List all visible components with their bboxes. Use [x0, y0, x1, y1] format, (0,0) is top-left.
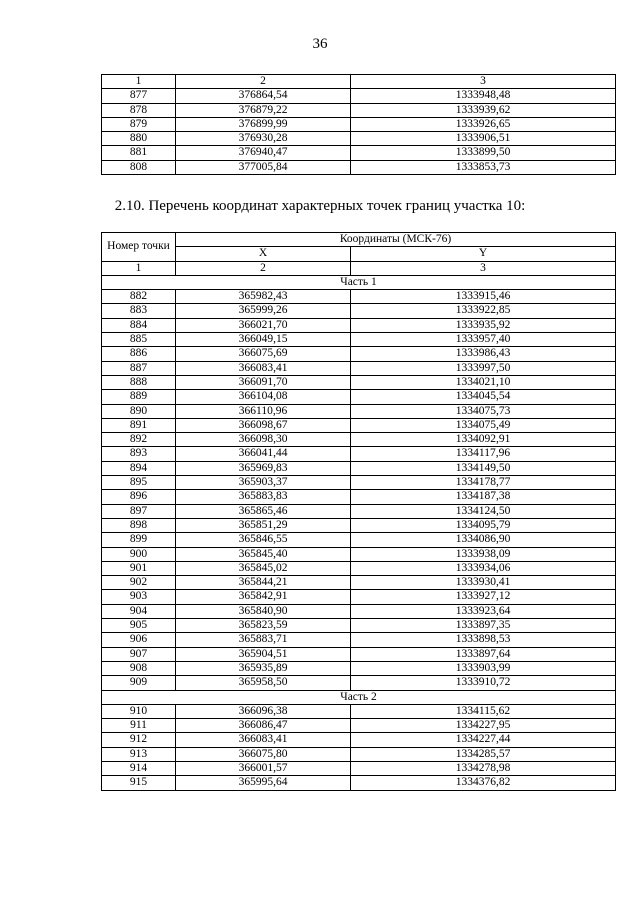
y-coordinate-cell: 1333898,53: [351, 633, 616, 647]
y-coordinate-cell: 1334285,57: [351, 747, 616, 761]
table-row: [102, 103, 616, 117]
point-number-cell: 910: [102, 704, 176, 718]
part-1-label-row: [102, 275, 616, 289]
y-coordinate-cell: 1333997,50: [351, 361, 616, 375]
point-number-cell: 903: [102, 590, 176, 604]
table-row: [102, 433, 616, 447]
table-numbering-row: [102, 261, 616, 275]
y-coordinate-cell: 1334187,38: [351, 490, 616, 504]
coordinates-header: Координаты (МСК-76): [176, 233, 616, 247]
table-row: [102, 361, 616, 375]
point-number-cell: 880: [102, 132, 176, 146]
x-coordinate-cell: 366096,38: [176, 704, 351, 718]
point-number-cell: 909: [102, 676, 176, 690]
table-row: [102, 647, 616, 661]
point-number-cell: 904: [102, 604, 176, 618]
point-number-cell: 905: [102, 619, 176, 633]
point-number-cell: 902: [102, 576, 176, 590]
point-number-cell: 893: [102, 447, 176, 461]
y-header: Y: [351, 247, 616, 261]
y-coordinate-cell: 1334124,50: [351, 504, 616, 518]
table-row: [102, 404, 616, 418]
point-number-cell: 883: [102, 304, 176, 318]
x-coordinate-cell: 365844,21: [176, 576, 351, 590]
y-coordinate-cell: 1334075,49: [351, 418, 616, 432]
x-coordinate-cell: 365845,40: [176, 547, 351, 561]
x-coordinate-cell: 365883,83: [176, 490, 351, 504]
x-coordinate-cell: 365840,90: [176, 604, 351, 618]
x-coordinate-cell: 366098,30: [176, 433, 351, 447]
y-coordinate-cell: 1333922,85: [351, 304, 616, 318]
y-coordinate-cell: 1333957,40: [351, 333, 616, 347]
y-coordinate-cell: 1334178,77: [351, 476, 616, 490]
point-number-cell: 912: [102, 733, 176, 747]
x-coordinate-cell: 365935,89: [176, 661, 351, 675]
point-number-cell: 887: [102, 361, 176, 375]
y-coordinate-cell: 1333906,51: [351, 132, 616, 146]
x-coordinate-cell: 365845,02: [176, 561, 351, 575]
point-number-cell: 886: [102, 347, 176, 361]
x-coordinate-cell: 365851,29: [176, 518, 351, 532]
point-number-cell: 901: [102, 561, 176, 575]
y-coordinate-cell: 1334376,82: [351, 776, 616, 790]
coordinates-table-plot-10-body: [102, 233, 616, 791]
x-coordinate-cell: 377005,84: [176, 160, 351, 174]
table-header-row: [102, 75, 616, 89]
point-number-cell: 914: [102, 761, 176, 775]
y-coordinate-cell: 1334278,98: [351, 761, 616, 775]
table-row: [102, 476, 616, 490]
table-row: [102, 132, 616, 146]
point-number-cell: 889: [102, 390, 176, 404]
part-1-label: Часть 1: [102, 275, 616, 289]
point-number-cell: 896: [102, 490, 176, 504]
y-coordinate-cell: 1334227,95: [351, 719, 616, 733]
x-coordinate-cell: 365982,43: [176, 290, 351, 304]
column-number-3: 3: [351, 75, 616, 89]
x-coordinate-cell: 365903,37: [176, 476, 351, 490]
table-row: [102, 375, 616, 389]
x-coordinate-cell: 365958,50: [176, 676, 351, 690]
point-number-cell: 888: [102, 375, 176, 389]
y-coordinate-cell: 1334086,90: [351, 533, 616, 547]
y-coordinate-cell: 1333939,62: [351, 103, 616, 117]
table-row: [102, 518, 616, 532]
coordinates-table-continued-body: [102, 75, 616, 175]
y-coordinate-cell: 1333910,72: [351, 676, 616, 690]
x-coordinate-cell: 366075,69: [176, 347, 351, 361]
x-coordinate-cell: 366021,70: [176, 318, 351, 332]
y-coordinate-cell: 1333903,99: [351, 661, 616, 675]
table-row: [102, 719, 616, 733]
table-row: [102, 89, 616, 103]
x-coordinate-cell: 365842,91: [176, 590, 351, 604]
table-subheader-row: [102, 247, 616, 261]
x-coordinate-cell: 376930,28: [176, 132, 351, 146]
point-number-cell: 899: [102, 533, 176, 547]
table-row: [102, 390, 616, 404]
y-coordinate-cell: 1334021,10: [351, 375, 616, 389]
table-row: [102, 633, 616, 647]
x-coordinate-cell: 366075,80: [176, 747, 351, 761]
point-number-cell: 907: [102, 647, 176, 661]
column-number-1: 1: [102, 261, 176, 275]
x-coordinate-cell: 366041,44: [176, 447, 351, 461]
y-coordinate-cell: 1333923,64: [351, 604, 616, 618]
column-number-1: 1: [102, 75, 176, 89]
x-coordinate-cell: 365865,46: [176, 504, 351, 518]
y-coordinate-cell: 1333948,48: [351, 89, 616, 103]
table-row: [102, 490, 616, 504]
point-number-cell: 877: [102, 89, 176, 103]
table-row: [102, 318, 616, 332]
x-coordinate-cell: 376940,47: [176, 146, 351, 160]
table-row: [102, 290, 616, 304]
column-number-3: 3: [351, 261, 616, 275]
y-coordinate-cell: 1333897,35: [351, 619, 616, 633]
y-coordinate-cell: 1334115,62: [351, 704, 616, 718]
point-number-cell: 808: [102, 160, 176, 174]
x-coordinate-cell: 366098,67: [176, 418, 351, 432]
x-coordinate-cell: 365999,26: [176, 304, 351, 318]
y-coordinate-cell: 1333897,64: [351, 647, 616, 661]
point-number-cell: 913: [102, 747, 176, 761]
y-coordinate-cell: 1333986,43: [351, 347, 616, 361]
y-coordinate-cell: 1333935,92: [351, 318, 616, 332]
table-row: [102, 676, 616, 690]
table-row: [102, 333, 616, 347]
table-row: [102, 604, 616, 618]
y-coordinate-cell: 1333899,50: [351, 146, 616, 160]
y-coordinate-cell: 1333938,09: [351, 547, 616, 561]
x-coordinate-cell: 376899,99: [176, 117, 351, 131]
table-row: [102, 533, 616, 547]
y-coordinate-cell: 1334117,96: [351, 447, 616, 461]
page-number: 36: [312, 36, 328, 52]
table-row: [102, 776, 616, 790]
table-row: [102, 447, 616, 461]
part-2-label: Часть 2: [102, 690, 616, 704]
y-coordinate-cell: 1334095,79: [351, 518, 616, 532]
table-row: [102, 561, 616, 575]
point-number-cell: 898: [102, 518, 176, 532]
y-coordinate-cell: 1334075,73: [351, 404, 616, 418]
point-number-cell: 895: [102, 476, 176, 490]
table-row: [102, 661, 616, 675]
table-row: [102, 704, 616, 718]
y-coordinate-cell: 1333930,41: [351, 576, 616, 590]
point-number-cell: 885: [102, 333, 176, 347]
column-number-2: 2: [176, 75, 351, 89]
x-coordinate-cell: 365904,51: [176, 647, 351, 661]
x-coordinate-cell: 366110,96: [176, 404, 351, 418]
y-coordinate-cell: 1334092,91: [351, 433, 616, 447]
point-number-cell: 890: [102, 404, 176, 418]
x-coordinate-cell: 366091,70: [176, 375, 351, 389]
point-number-cell: 897: [102, 504, 176, 518]
x-coordinate-cell: 366083,41: [176, 361, 351, 375]
table-row: [102, 747, 616, 761]
y-coordinate-cell: 1334149,50: [351, 461, 616, 475]
point-number-cell: 892: [102, 433, 176, 447]
table-row: [102, 547, 616, 561]
coordinates-table-plot-10: [101, 232, 616, 791]
point-number-cell: 884: [102, 318, 176, 332]
x-coordinate-cell: 366049,15: [176, 333, 351, 347]
table-row: [102, 117, 616, 131]
table-row: [102, 461, 616, 475]
y-coordinate-cell: 1333926,65: [351, 117, 616, 131]
table-row: [102, 160, 616, 174]
table-row: [102, 576, 616, 590]
x-coordinate-cell: 366086,47: [176, 719, 351, 733]
y-coordinate-cell: 1333853,73: [351, 160, 616, 174]
table-row: [102, 590, 616, 604]
table-row: [102, 347, 616, 361]
table-row: [102, 304, 616, 318]
y-coordinate-cell: 1333934,06: [351, 561, 616, 575]
x-coordinate-cell: 365883,71: [176, 633, 351, 647]
part-2-label-row: [102, 690, 616, 704]
coordinates-table-continued: [101, 74, 616, 175]
x-coordinate-cell: 365995,64: [176, 776, 351, 790]
y-coordinate-cell: 1333927,12: [351, 590, 616, 604]
point-number-cell: 894: [102, 461, 176, 475]
column-number-2: 2: [176, 261, 351, 275]
section-heading: 2.10. Перечень координат характерных точек границ участка 10:: [114, 198, 526, 214]
point-number-cell: 915: [102, 776, 176, 790]
point-number-cell: 878: [102, 103, 176, 117]
x-coordinate-cell: 376879,22: [176, 103, 351, 117]
x-coordinate-cell: 366083,41: [176, 733, 351, 747]
point-number-cell: 911: [102, 719, 176, 733]
table-row: [102, 761, 616, 775]
point-number-cell: 900: [102, 547, 176, 561]
y-coordinate-cell: 1334227,44: [351, 733, 616, 747]
x-coordinate-cell: 366001,57: [176, 761, 351, 775]
x-coordinate-cell: 365823,59: [176, 619, 351, 633]
y-coordinate-cell: 1334045,54: [351, 390, 616, 404]
point-number-cell: 879: [102, 117, 176, 131]
x-header: X: [176, 247, 351, 261]
point-number-cell: 882: [102, 290, 176, 304]
table-row: [102, 146, 616, 160]
point-number-header: Номер точки: [102, 233, 176, 262]
x-coordinate-cell: 366104,08: [176, 390, 351, 404]
table-header-row: [102, 233, 616, 247]
x-coordinate-cell: 365969,83: [176, 461, 351, 475]
x-coordinate-cell: 376864,54: [176, 89, 351, 103]
x-coordinate-cell: 365846,55: [176, 533, 351, 547]
table-row: [102, 733, 616, 747]
table-row: [102, 504, 616, 518]
point-number-cell: 908: [102, 661, 176, 675]
point-number-cell: 881: [102, 146, 176, 160]
point-number-cell: 906: [102, 633, 176, 647]
table-row: [102, 619, 616, 633]
point-number-cell: 891: [102, 418, 176, 432]
y-coordinate-cell: 1333915,46: [351, 290, 616, 304]
table-row: [102, 418, 616, 432]
